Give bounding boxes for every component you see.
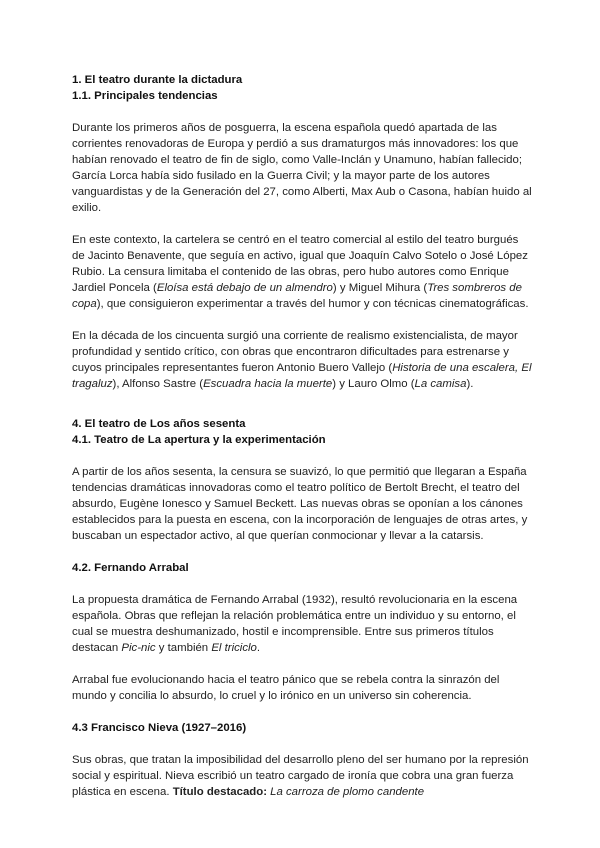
paragraph: A partir de los años sesenta, la censura se suavizó, lo que permitió que llegaran a España tendencias dramáticas innovadoras como el teatro político de Bertolt Brecht, el teatro del absurdo, Eugène Ionesco y Samuel Beckett. Las nuevas obras se oponían a los cánones establecidos para la puesta en escena, con la incorporación de lenguajes de otras artes, y buscaban un espectador activo, al que querían conmocionar y llevar a la catarsis. [72,466,528,542]
work-title: La carroza de plomo candente [270,786,425,798]
text-run: ), Alfonso Sastre ( [112,378,204,390]
work-title: Eloísa está debajo de un almendro [156,282,333,294]
work-title: Historia de una escalera, El tragaluz [72,362,532,390]
document-page [72,72,532,800]
text-run: Sus obras, que tratan la imposibilidad del desarrollo pleno del ser humano por la represión social y espiritual. Nieva escribió un teatro cargado de ironía que cobra una gran fuerza plástica en escena. [72,754,529,798]
subsection-heading: 4.3 Francisco Nieva (1927–2016) [72,722,247,734]
subsection-heading: 4.2. Fernando Arrabal [72,562,189,574]
subsection-heading: 1.1. Principales tendencias [72,90,218,102]
paragraph [72,232,532,312]
work-title: Escuadra hacia la muerte [203,378,333,390]
text-run: En este contexto, la cartelera se centró en el teatro comercial al estilo del teatro burgués de Jacinto Benavente, que seguía en activo, igual que Joaquín Calvo Sotelo o José López Rubio. La censura limitaba el contenido de las obras, pero hubo autores como Enrique Jardiel Poncela ( [72,234,528,294]
text-run: y también [155,642,212,654]
paragraph [72,592,532,656]
work-title: Pic-nic [121,642,156,654]
text-run: ), que consiguieron experimentar a través del humor y con técnicas cinematográficas. [96,298,529,310]
paragraph [72,752,532,800]
section-heading: 1. El teatro durante la dictadura [72,74,243,86]
text-run: . [256,642,261,654]
paragraph [72,328,532,392]
text-run: La propuesta dramática de Fernando Arrabal (1932), resultó revolucionaria en la escena española. Obras que reflejan la relación problemática entre un individuo y su entorno, el cual se muestra deshumanizado, hostil e incomprensible. Entre sus primeros títulos destacan [72,594,518,654]
section-heading: 4. El teatro de Los años sesenta [72,418,246,430]
subsection-heading: 4.1. Teatro de La apertura y la experimentación [72,434,326,446]
paragraph: Arrabal fue evolucionando hacia el teatro pánico que se rebela contra la sinrazón del mundo y concilia lo absurdo, lo cruel y lo irónico en un universo sin coherencia. [72,674,500,702]
paragraph: Durante los primeros años de posguerra, la escena española quedó apartada de las corrientes renovadoras de Europa y perdió a sus dramaturgos más innovadores: los que habían renovado el teatro de fin de siglo, como Valle-Inclán y Unamuno, habían fallecido; García Lorca había sido fusilado en la Guerra Civil; y la mayor parte de los autores vanguardistas y de la Generación del 27, como Alberti, Max Aub o Casona, habían huido al exilio. [72,122,532,214]
text-run: ) y Miguel Mihura ( [332,282,428,294]
work-title: La camisa [414,378,467,390]
highlight-label: Título destacado: [172,786,267,798]
text-run: En la década de los cincuenta surgió una corriente de realismo existencialista, de mayor profundidad y sentido crítico, con obras que encontraron dificultades para estrenarse y cuyos principales representantes fueron Antonio Buero Vallejo ( [72,330,518,374]
work-title: El triciclo [211,642,257,654]
text-run: ). [466,378,474,390]
text-run: ) y Lauro Olmo ( [332,378,415,390]
work-title: Tres sombreros de copa [72,282,522,310]
